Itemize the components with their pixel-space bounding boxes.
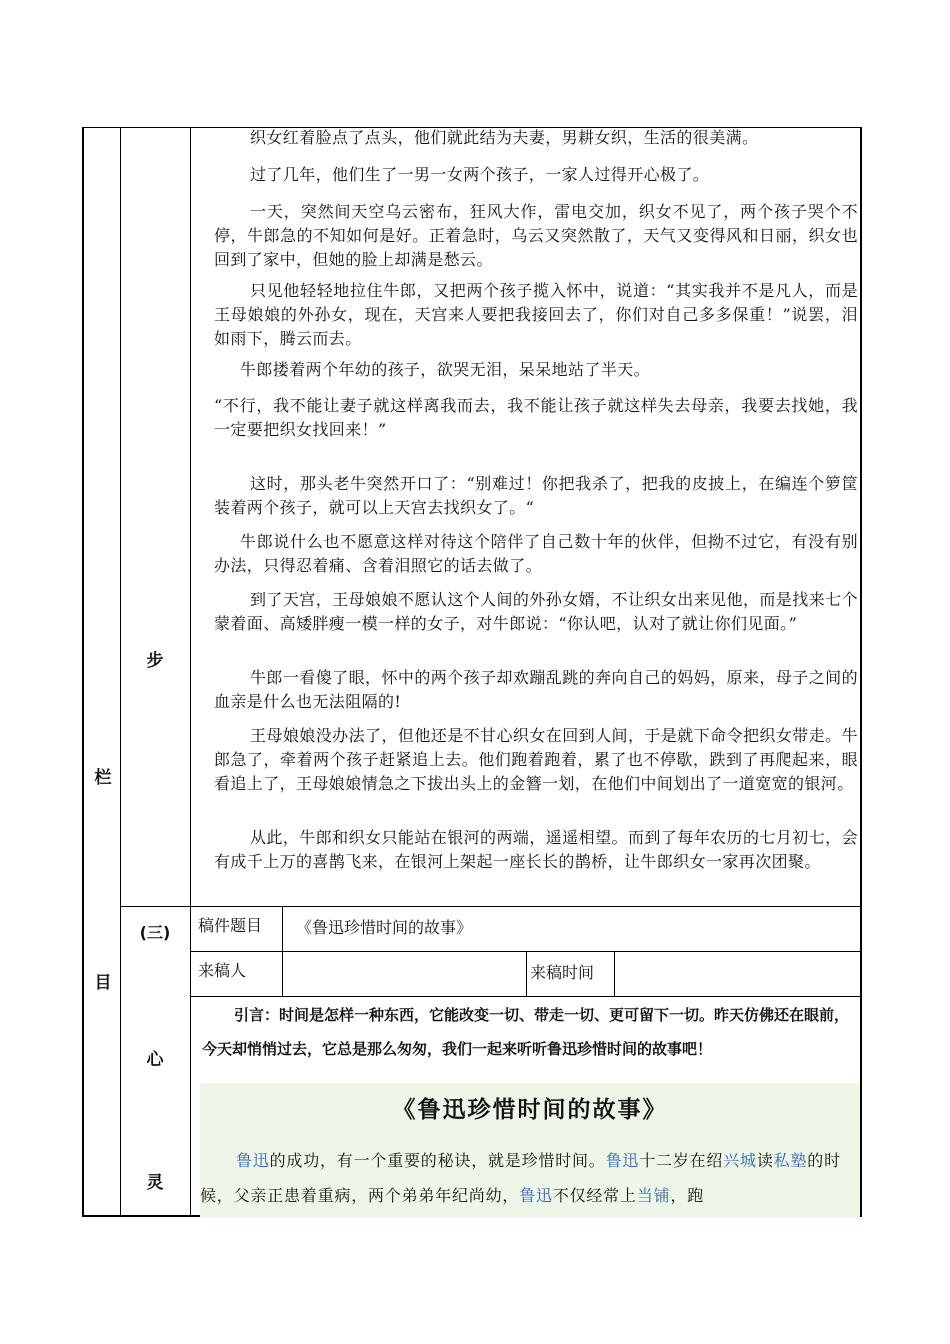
article-text: 不仅经常上 [552,1186,637,1205]
col-divider-1 [120,128,121,1215]
story-paragraph: “不行，我不能让妻子就这样离我而去，我不能让孩子就这样失去母亲，我要去找她，我一定要把织女找回来！” [214,396,858,439]
side-label-xin: 心 [146,1050,164,1070]
story-paragraph: 王母娘娘没办法了，但他还是不甘心织女在回到人间，于是就下命令把织女带走。牛郎急了，牵着两个孩子赶紧追上去。他们跑着跑着，累了也不停歇，跌到了再爬起来，眼看追上了，王母娘娘情急之下拔出头上的金簪一划，在他们中间划出了一道宽宽的银河。 [214,726,858,793]
title-label: 稿件题目 [198,916,263,935]
story-paragraph: 牛郎一看傻了眼，怀中的两个孩子却欢蹦乱跳的奔向自己的妈妈，原来，母子之间的血亲是什么也无法阻隔的! [214,668,858,711]
intro-text [202,998,862,1066]
side-label-three: (三) [139,923,171,942]
luxun-link[interactable]: 鲁迅 [236,1151,270,1170]
row-divider-title [190,951,860,952]
article-paragraph [200,1143,860,1213]
story-paragraph: 织女红着脸点了点头，他们就此结为夫妻，男耕女织，生活的很美满。 [250,128,759,147]
article-text: 十二岁在绍 [639,1151,724,1170]
article-text: 的成功，有一个重要的秘诀，就是珍惜时间。 [269,1151,606,1170]
luxun-link[interactable]: 鲁迅 [605,1151,640,1170]
story-paragraph: 一天，突然间天空乌云密布，狂风大作，雷电交加，织女不见了，两个孩子哭个不停，牛郎急的不知如何是好。正着急时，乌云又突然散了，天气又变得风和日丽，织女也回到了家中，但她的脸上却满是愁云。 [214,202,858,269]
col-divider-2 [190,128,191,1215]
author-label: 来稿人 [198,961,247,980]
row-divider-step [120,906,860,907]
form-divider-b [526,951,527,996]
article-text: 读 [756,1151,774,1170]
side-label-lan: 栏 [94,768,112,788]
article-text: ，跑 [670,1186,705,1205]
article-text: 的时候，父亲正患着重病，两个弟弟年纪尚幼， [200,1151,841,1205]
form-divider-a [282,906,283,996]
intro-lead: 引言： [234,1006,280,1024]
story-paragraph: 过了几年，他们生了一男一女两个孩子，一家人过得开心极了。 [250,165,710,184]
xingcheng-link[interactable]: 兴城 [723,1151,757,1170]
date-label: 来稿时间 [530,963,595,982]
story-paragraph: 牛郎搂着两个年幼的孩子，欲哭无泪，呆呆地站了半天。 [240,360,651,379]
side-label-ling: 灵 [146,1173,164,1193]
main-table [82,127,862,1217]
story-paragraph: 牛郎说什么也不愿意这样对待这个陪伴了自己数十年的伙伴，但拗不过它，有没有别办法，只得忍着痛、含着泪照它的话去做了。 [214,532,858,575]
story-paragraph: 从此，牛郎和织女只能站在银河的两端，遥遥相望。而到了每年农历的七月初七，会有成千上万的喜鹊飞来，在银河上架起一座长长的鹊桥，让牛郎织女一家再次团聚。 [214,828,858,871]
story-paragraph: 这时，那头老牛突然开口了：“别难过！你把我杀了，把我的皮披上，在编连个箩筐装着两个孩子，就可以上天宫去找织女了。“ [214,474,858,517]
side-label-mu: 目 [94,973,112,993]
dangpu-link[interactable]: 当铺 [636,1186,671,1205]
intro-body: 时间是怎样一种东西，它能改变一切、带走一切、更可留下一切。昨天仿佛还在眼前，今天却悄悄过去，它总是那么匆匆，我们一起来听听鲁迅珍惜时间的故事吧！ [202,1006,850,1058]
story-paragraph: 到了天宫，王母娘娘不愿认这个人间的外孙女婿，不让织女出来见他，而是找来七个蒙着面、高矮胖瘦一模一样的女子，对牛郎说：“你认吧，认对了就让你们见面。” [214,590,858,633]
row-divider-author [190,996,860,997]
luxun-link[interactable]: 鲁迅 [519,1186,553,1205]
article-box [200,1083,860,1218]
side-label-step: 步 [146,651,164,671]
sishu-link[interactable]: 私塾 [773,1151,808,1170]
article-title: 《鲁迅珍惜时间的故事》 [392,1096,668,1123]
story-paragraph: 只见他轻轻地拉住牛郎，又把两个孩子揽入怀中，说道：“其实我并不是凡人，而是王母娘娘的外孙女，现在，天宫来人要把我接回去了，你们对自己多多保重！”说罢，泪如雨下，腾云而去。 [214,281,858,348]
title-value[interactable]: 《鲁迅珍惜时间的故事》 [296,918,473,937]
form-divider-c [614,951,615,996]
